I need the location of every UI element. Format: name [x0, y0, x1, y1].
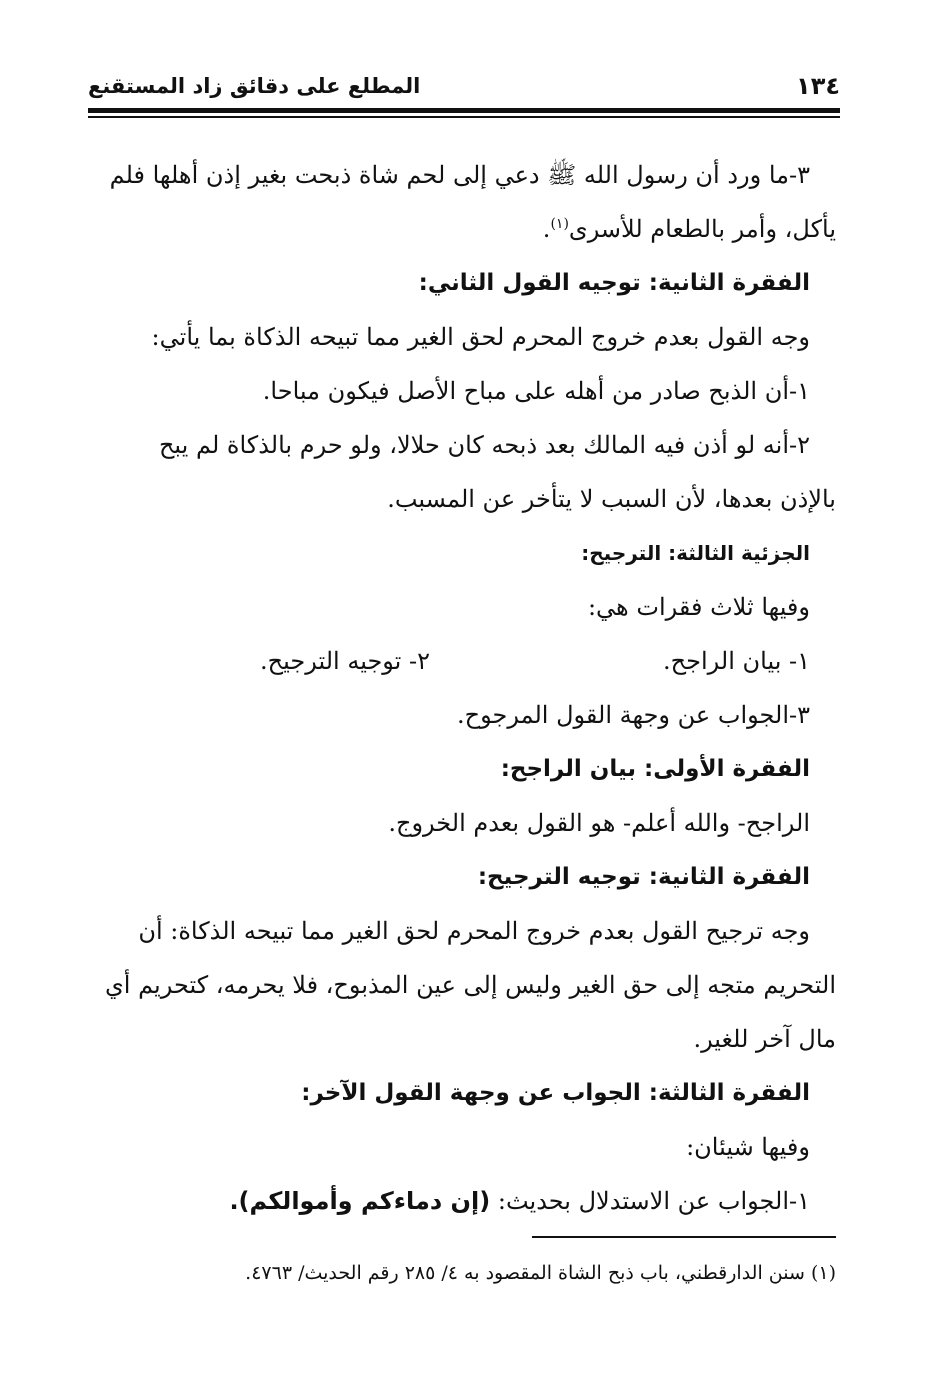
paragraph-line: وجه ترجيح القول بعدم خروج المحرم لحق الغير مما تبيحه الذكاة: أن	[138, 917, 810, 945]
paragraph-text: يأكل، وأمر بالطعام للأسرى	[568, 215, 836, 243]
paragraph-line: ٣-ما ورد أن رسول الله ﷺ دعي إلى لحم شاة ذبحت بغير إذن أهلها فلم	[109, 161, 810, 189]
paragraph-line: مال آخر للغير.	[693, 1025, 836, 1053]
page-number: ١٣٤	[796, 72, 840, 100]
paragraph-line: التحريم متجه إلى حق الغير وليس إلى عين المذبوح، فلا يحرمه، كتحريم أي	[104, 971, 836, 999]
paragraph-line	[92, 202, 836, 256]
page-header	[88, 72, 840, 102]
footnote: (١) سنن الدارقطني، باب ذبح الشاة المقصود به ٤/ ٢٨٥ رقم الحديث/ ٤٧٦٣.	[245, 1262, 836, 1284]
list-item: ٢- توجيه الترجيح.	[260, 647, 430, 675]
paragraph-line: وفيها ثلاث فقرات هي:	[587, 593, 810, 621]
sentence-end: .	[542, 215, 551, 243]
header-rule-thick	[88, 108, 840, 113]
section-heading: الفقرة الثانية: توجيه الترجيح:	[477, 864, 810, 890]
body-text	[92, 148, 836, 1228]
list-item	[92, 1174, 836, 1228]
hadith-quote: (إن دماءكم وأموالكم).	[229, 1187, 491, 1215]
header-rule-thin	[88, 116, 840, 118]
footnote-marker: (١)	[550, 216, 569, 232]
list-item: ٢-أنه لو أذن فيه المالك بعد ذبحه كان حلالا، ولو حرم بالذكاة لم يبح	[158, 431, 810, 459]
paragraph-line: وجه القول بعدم خروج المحرم لحق الغير مما تبيحه الذكاة بما يأتي:	[151, 323, 810, 351]
list-item-text: ١-الجواب عن الاستدلال بحديث:	[497, 1187, 810, 1215]
list-item: ١-أن الذبح صادر من أهله على مباح الأصل فيكون مباحا.	[262, 377, 810, 405]
list-item: ٣-الجواب عن وجهة القول المرجوح.	[456, 701, 810, 729]
footnote-separator	[532, 1236, 836, 1238]
list-item: ١- بيان الراجح.	[663, 647, 810, 675]
list-row	[92, 634, 836, 688]
book-title: المطلع على دقائق زاد المستقنع	[88, 74, 421, 98]
paragraph-line: الراجح- والله أعلم- هو القول بعدم الخروج.	[388, 809, 810, 837]
section-heading: الجزئية الثالثة: الترجيح:	[581, 541, 810, 565]
section-heading: الفقرة الأولى: بيان الراجح:	[500, 756, 810, 782]
paragraph-line: وفيها شيئان:	[686, 1133, 810, 1161]
section-heading: الفقرة الثانية: توجيه القول الثاني:	[418, 270, 810, 296]
paragraph-line: بالإذن بعدها، لأن السبب لا يتأخر عن المسبب.	[387, 485, 836, 513]
section-heading: الفقرة الثالثة: الجواب عن وجهة القول الآخر:	[301, 1080, 810, 1106]
